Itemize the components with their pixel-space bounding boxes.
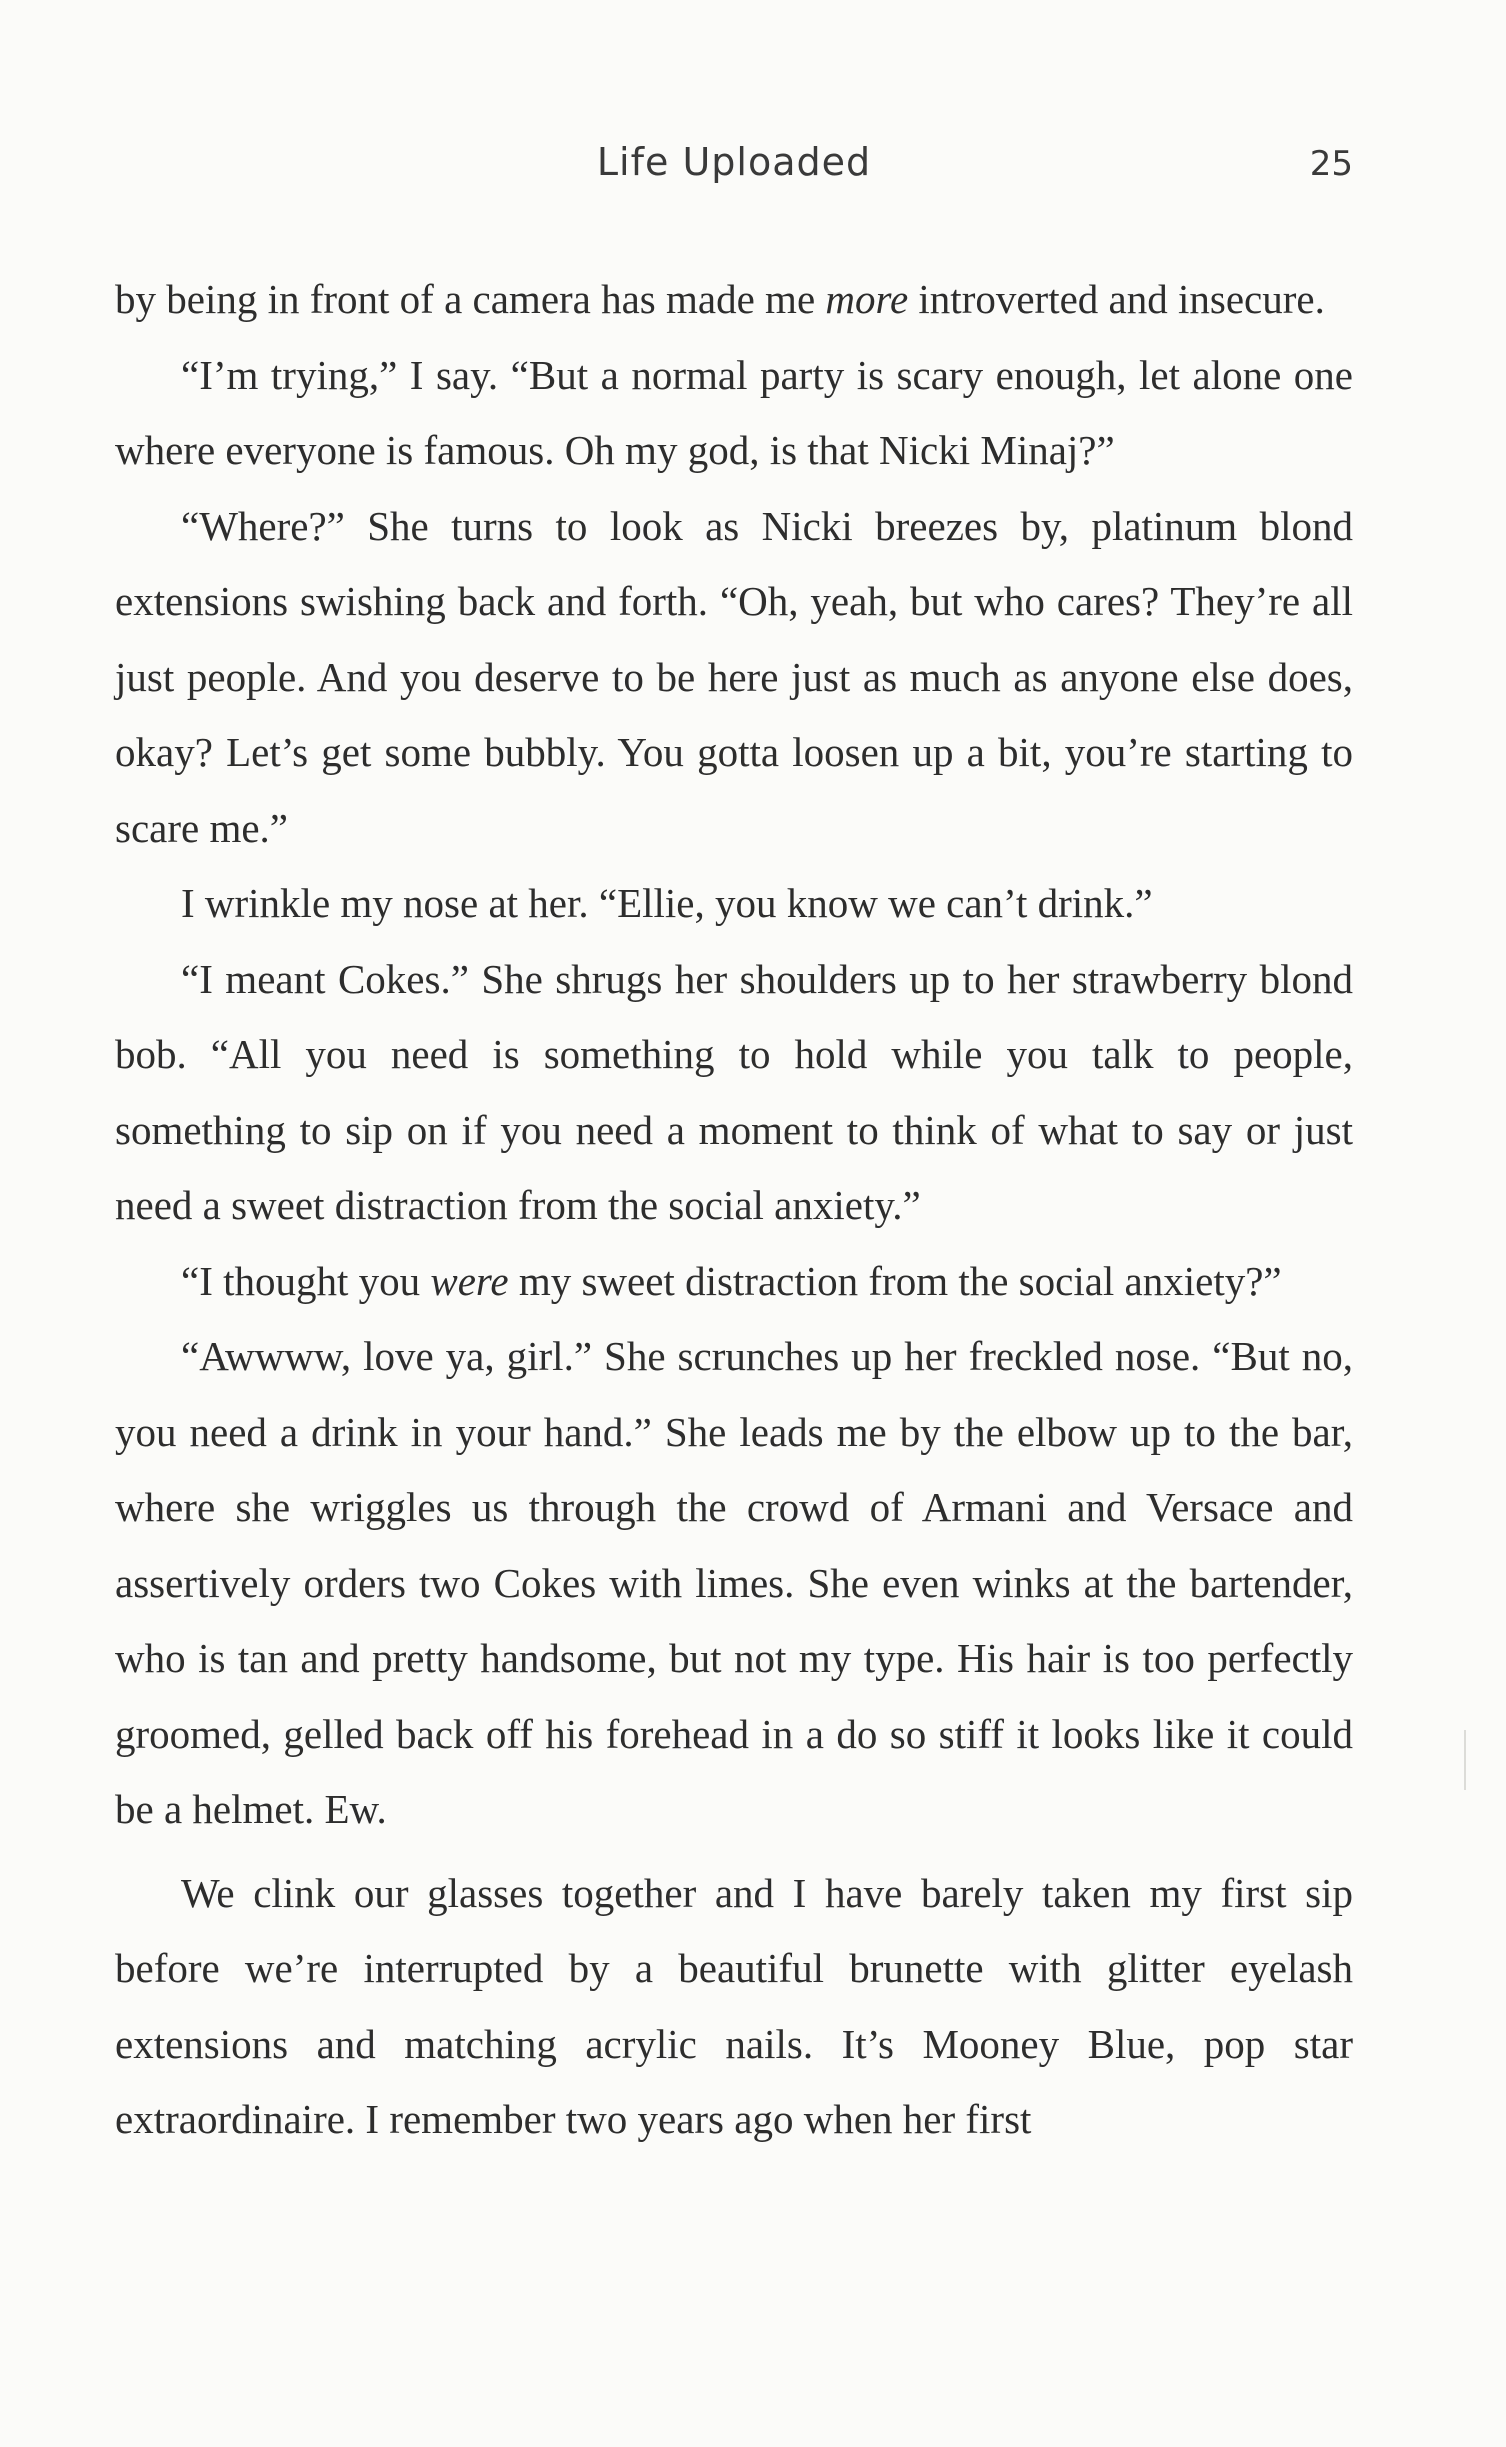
paragraph-6 <box>115 1244 1353 1320</box>
paragraph-7 <box>115 1319 1353 1848</box>
text-run: by being in front of a camera has made me <box>115 276 826 322</box>
text-run: “Awwww, love ya, girl.” She scrunches up her freckled nose. “But no, you need a drink in your hand.” She leads me by the elbow up to the bar, where she wriggles us through the crowd of Armani and Versace and assertively orders two Cokes with limes. She even winks at the bartender, who is tan and pretty handsome, but not my type. His hair is too perfectly groomed, gelled back off his forehead in a do so stiff it looks like it could be a helmet. Ew. <box>115 1333 1353 1832</box>
text-run: introverted and insecure. <box>908 276 1325 322</box>
body-text <box>115 262 1353 2158</box>
text-run-italic: were <box>430 1257 509 1304</box>
paragraph-5 <box>115 942 1353 1244</box>
text-run: “I meant Cokes.” She shrugs her shoulders up to her strawberry blond bob. “All you need is something to hold while you talk to people, something to sip on if you need a moment to think of what to say or just need a sweet distraction from the social anxiety.” <box>115 955 1353 1228</box>
scan-edge-mark <box>1464 1730 1466 1790</box>
paragraph-2 <box>115 338 1353 489</box>
paragraph-3 <box>115 489 1353 867</box>
paragraph-1 <box>115 262 1353 338</box>
running-title: Life Uploaded <box>596 140 872 184</box>
page-number: 25 <box>1309 144 1353 184</box>
paragraph-4 <box>115 866 1353 942</box>
text-run: “Where?” She turns to look as Nicki breezes by, platinum blond extensions swishing back and forth. “Oh, yeah, but who cares? They’re all just people. And you deserve to be here just as much as anyone else does, okay? Let’s get some bubbly. You gotta loosen up a bit, you’re starting to scare me.” <box>115 502 1353 851</box>
paragraph-8 <box>115 1856 1353 2158</box>
text-run-italic: more <box>825 276 909 322</box>
text-run: We clink our glasses together and I have barely taken my first sip before we’re interrupted by a beautiful brunette with glitter eyelash extensions and matching acrylic nails. It’s Mooney Blue, pop star extraordinaire. I remember two years ago when her first <box>115 1869 1353 2142</box>
running-head <box>115 140 1353 200</box>
text-run: “I’m trying,” I say. “But a normal party is scary enough, let alone one where everyone is famous. Oh my god, is that Nicki Minaj?” <box>115 351 1353 473</box>
text-run: “I thought you <box>181 1257 431 1304</box>
text-run: I wrinkle my nose at her. “Ellie, you know we can’t drink.” <box>181 880 1153 926</box>
paragraph-gap <box>115 1848 1353 1856</box>
text-run: my sweet distraction from the social anxiety?” <box>508 1257 1282 1304</box>
